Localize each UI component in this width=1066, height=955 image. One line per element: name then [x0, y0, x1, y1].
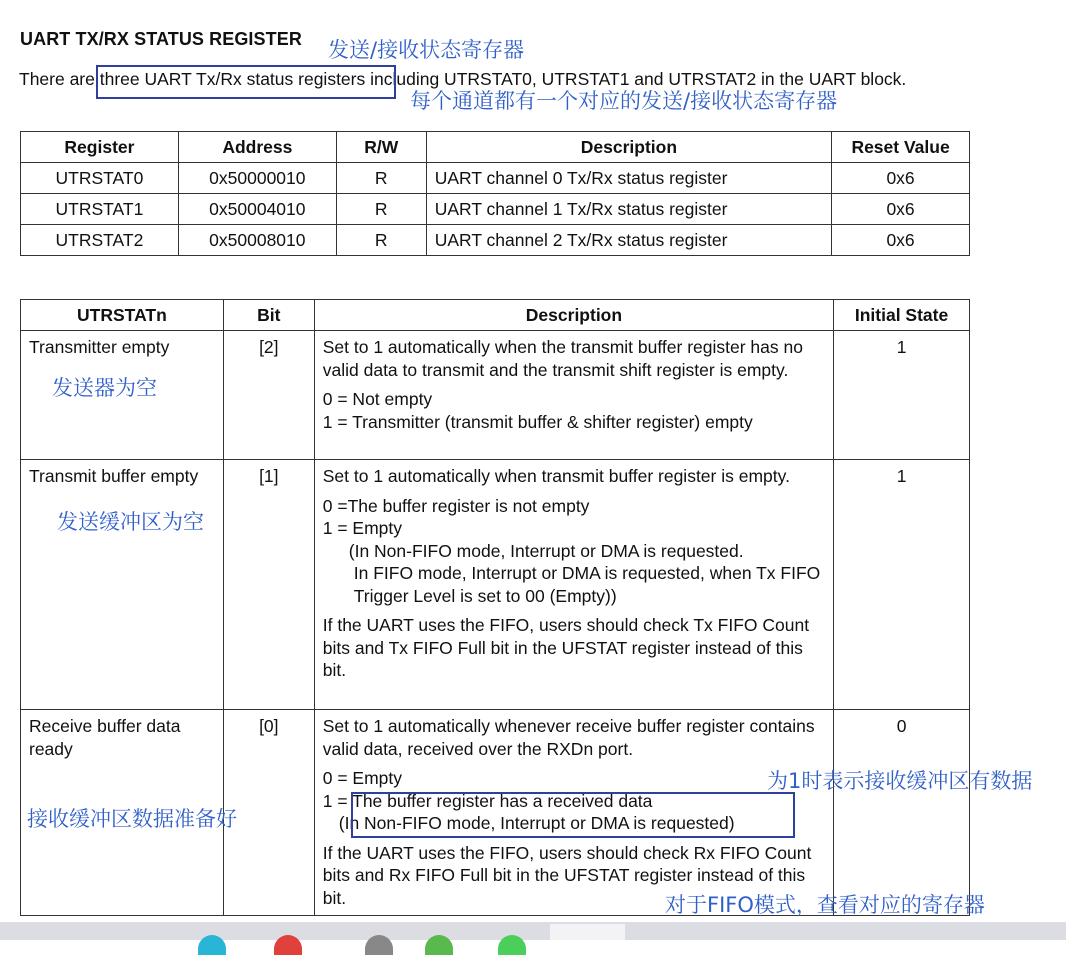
cell-description: UART channel 2 Tx/Rx status register	[426, 225, 831, 256]
table-row	[21, 331, 970, 460]
description-text: Set to 1 automatically when transmit buffer register is empty.	[322, 466, 790, 486]
value-0: 0 = Not empty	[322, 389, 433, 409]
fifo-instruction: If the UART uses the FIFO, users should check Tx FIFO Count bits and Tx FIFO Full bit in the UFSTAT register instead of this bit.	[322, 615, 810, 680]
cell-rw: R	[336, 225, 426, 256]
table-row	[21, 225, 970, 256]
non-fifo-note: (In Non-FIFO mode, Interrupt or DMA is requested)	[338, 813, 735, 833]
description-text: Set to 1 automatically when the transmit buffer register has no valid data to transmit and the transmit shift register is empty.	[322, 337, 803, 380]
annotation-intro: 每个通道都有一个对应的发送/接收状态寄存器	[410, 89, 838, 113]
cell-reset-value: 0x6	[832, 163, 970, 194]
value-1: 1 = Transmitter (transmit buffer & shifter register) empty	[322, 411, 753, 432]
cell-field-name: Receive buffer data ready	[21, 710, 224, 916]
taskbar-active-item[interactable]	[550, 924, 625, 940]
cell-rw: R	[336, 194, 426, 225]
cell-address: 0x50004010	[178, 194, 336, 225]
fifo-note: In FIFO mode, Interrupt or DMA is requested, when Tx FIFO Trigger Level is set to 00 (Empty))	[353, 563, 821, 606]
taskbar-app-icon[interactable]	[274, 935, 302, 955]
annotation-transmitter-empty: 发送器为空	[52, 376, 157, 400]
cell-register: UTRSTAT2	[21, 225, 179, 256]
cell-reset-value: 0x6	[832, 225, 970, 256]
cell-address: 0x50000010	[178, 163, 336, 194]
fifo-instruction: If the UART uses the FIFO, users should check Rx FIFO Count bits and Rx FIFO Full bit in the UFSTAT register instead of this bit.	[322, 842, 812, 908]
header-rw: R/W	[336, 132, 426, 163]
header-register: Register	[21, 132, 179, 163]
header-description: Description	[314, 300, 833, 331]
table-row	[21, 163, 970, 194]
description-text: Set to 1 automatically whenever receive buffer register contains valid data, received over the RXDn port.	[322, 716, 815, 759]
header-description: Description	[426, 132, 831, 163]
taskbar-app-icon[interactable]	[425, 935, 453, 955]
cell-field-name: Transmitter empty	[21, 331, 224, 460]
annotation-transmit-buffer-empty: 发送缓冲区为空	[57, 510, 204, 534]
cell-bit: [1]	[223, 460, 314, 710]
value-0: 0 =The buffer register is not empty	[322, 495, 590, 516]
section-title: UART TX/RX STATUS REGISTER	[20, 29, 302, 49]
taskbar	[0, 922, 1066, 940]
header-initial-state: Initial State	[834, 300, 970, 331]
highlight-box	[96, 65, 396, 99]
taskbar-app-icon[interactable]	[498, 935, 526, 955]
cell-description: UART channel 0 Tx/Rx status register	[426, 163, 831, 194]
value-0: 0 = Empty	[322, 768, 403, 788]
cell-rw: R	[336, 163, 426, 194]
register-table	[20, 131, 970, 256]
value-1: 1 = Empty	[322, 518, 403, 538]
cell-register: UTRSTAT0	[21, 163, 179, 194]
description-values	[323, 495, 825, 608]
header-bit: Bit	[223, 300, 314, 331]
table-row	[21, 460, 970, 710]
cell-reset-value: 0x6	[832, 194, 970, 225]
cell-register: UTRSTAT1	[21, 194, 179, 225]
cell-bit: [0]	[223, 710, 314, 916]
cell-initial-state: 0	[834, 710, 970, 916]
annotation-fifo: 对于FIFO模式，查看对应的寄存器	[665, 893, 985, 917]
annotation-receive-value: 为1时表示接收缓冲区有数据	[767, 769, 1033, 793]
table-header-row	[21, 300, 970, 331]
description-values	[323, 388, 825, 433]
taskbar-app-icon[interactable]	[365, 935, 393, 955]
intro-text-start: There are	[19, 69, 100, 89]
header-address: Address	[178, 132, 336, 163]
non-fifo-note: (In Non-FIFO mode, Interrupt or DMA is requested.	[348, 540, 744, 561]
header-reset-value: Reset Value	[832, 132, 970, 163]
cell-description	[314, 331, 833, 460]
highlight-box	[351, 792, 795, 838]
value-1: The buffer register has a received data	[352, 790, 653, 811]
cell-description: UART channel 1 Tx/Rx status register	[426, 194, 831, 225]
cell-field-name: Transmit buffer empty	[21, 460, 224, 710]
intro-highlight: three UART Tx/Rx status registers	[99, 69, 366, 89]
cell-initial-state: 1	[834, 460, 970, 710]
value-1-prefix: 1 =	[322, 790, 353, 811]
cell-initial-state: 1	[834, 331, 970, 460]
annotation-title: 发送/接收状态寄存器	[328, 38, 525, 62]
cell-bit: [2]	[223, 331, 314, 460]
intro-text-end: including UTRSTAT0, UTRSTAT1 and UTRSTAT2 in the UART block.	[365, 69, 907, 89]
annotation-receive-ready: 接收缓冲区数据准备好	[27, 807, 237, 831]
table-row	[21, 194, 970, 225]
cell-address: 0x50008010	[178, 225, 336, 256]
header-utrstatn: UTRSTATn	[21, 300, 224, 331]
taskbar-app-icon[interactable]	[198, 935, 226, 955]
cell-description	[314, 460, 833, 710]
table-header-row	[21, 132, 970, 163]
